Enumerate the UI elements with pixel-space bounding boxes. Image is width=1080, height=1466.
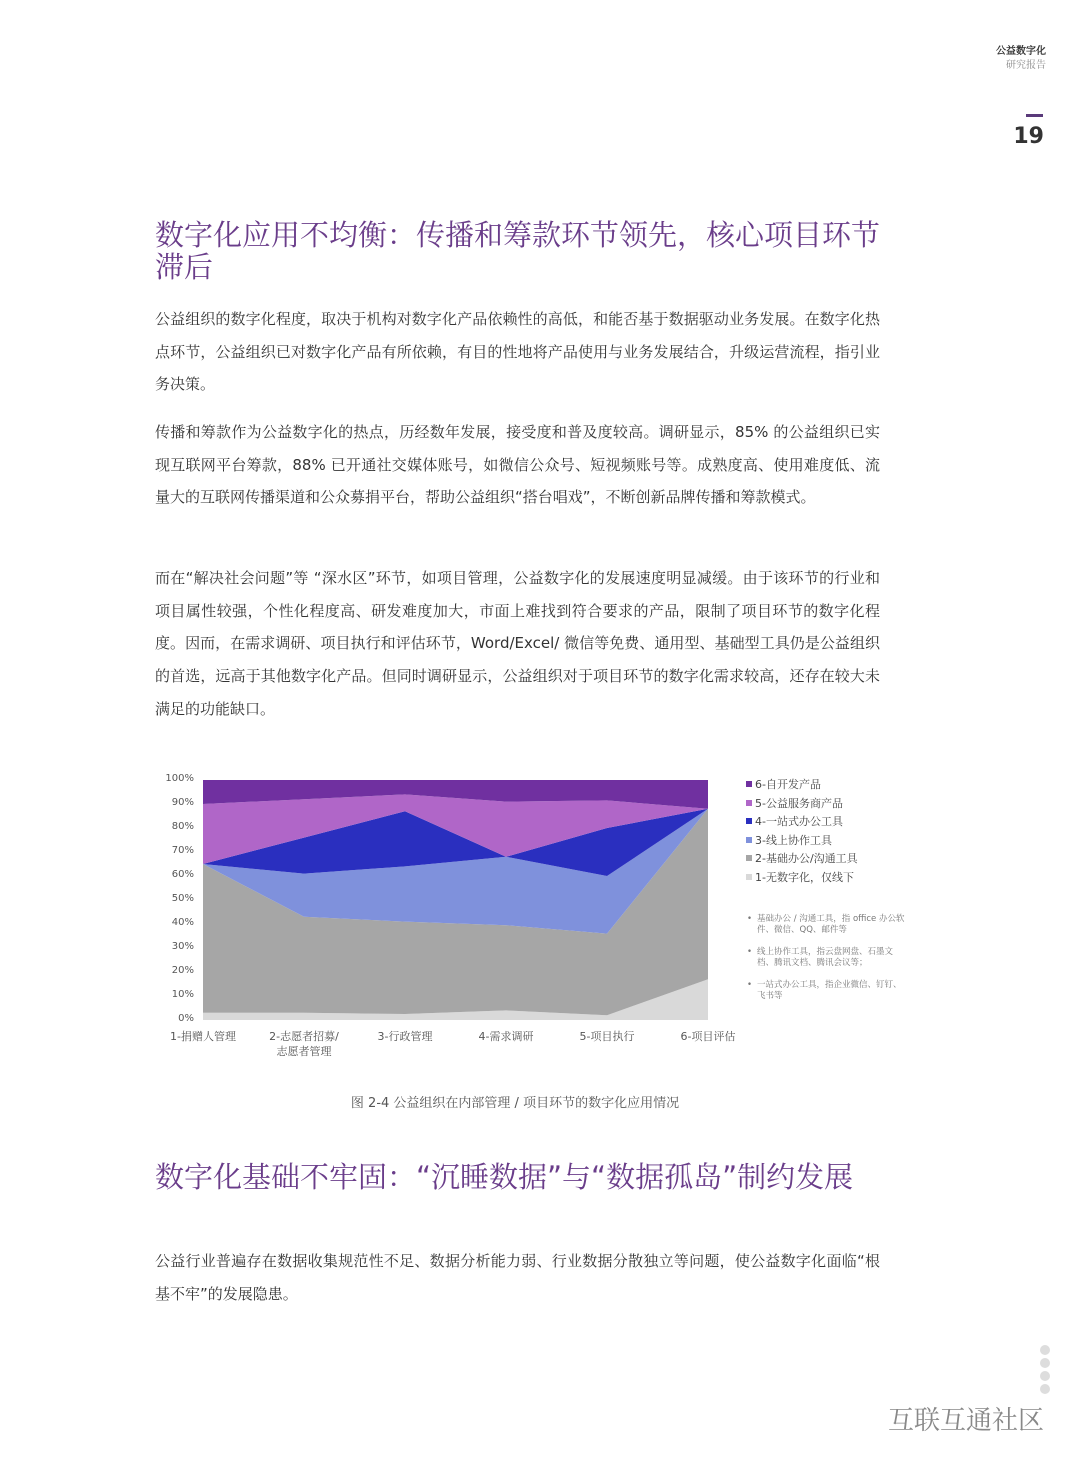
legend-label: 6-自开发产品 <box>755 778 821 791</box>
section-title: 数字化基础不牢固：“沉睡数据”与“数据孤岛”制约发展 <box>155 1160 854 1194</box>
legend-item <box>746 832 832 848</box>
paragraph: 公益组织的数字化程度，取决于机构对数字化产品依赖性的高低，和能否基于数据驱动业务发展。在数字化热点环节，公益组织已对数字化产品有所依赖，有目的性地将产品使用与业务发展结合，升级运营流程，指引业务决策。 <box>155 310 880 394</box>
header-title: 公益数字化 <box>996 46 1046 57</box>
legend-swatch <box>746 818 752 824</box>
x-tick-label <box>456 1029 556 1044</box>
y-tick-label: 60% <box>171 869 194 880</box>
x-tick-label <box>254 1029 354 1059</box>
y-tick-label: 100% <box>165 773 194 784</box>
paragraph: 传播和筹款作为公益数字化的热点，历经数年发展，接受度和普及度较高。调研显示，85% 的公益组织已实现互联网平台筹款，88% 已开通社交媒体账号，如微信公众号、短视频账号等。成熟度高、使用难度低、流量大的互联网传播渠道和公众募捐平台，帮助公益组织“搭台唱戏”，不断创新品牌传播和筹款模式。 <box>155 423 880 507</box>
legend-swatch <box>746 781 752 787</box>
x-tick-label-line: 3-行政管理 <box>377 1030 433 1043</box>
legend-swatch <box>746 800 752 806</box>
legend-item <box>746 795 843 811</box>
x-tick-label <box>557 1029 657 1044</box>
y-tick-label: 90% <box>171 797 194 808</box>
legend-label: 4-一站式办公工具 <box>755 815 843 829</box>
chart-note: • 基础办公 / 沟通工具，指 office 办公软件、微信、QQ、邮件等 <box>747 914 907 936</box>
y-tick-label: 50% <box>171 893 194 904</box>
legend-item <box>746 813 843 829</box>
x-tick-label-line: 6-项目评估 <box>680 1030 736 1043</box>
legend-label: 1-无数字化，仅线下 <box>755 871 854 884</box>
chart-note: • 一站式办公工具，指企业微信、钉钉、飞书等 <box>747 980 907 1002</box>
y-tick-label: 40% <box>171 917 194 928</box>
x-tick-label-line: 志愿者管理 <box>276 1045 332 1058</box>
legend-item <box>746 869 854 885</box>
x-tick-label <box>153 1029 253 1044</box>
y-tick-label: 10% <box>171 989 194 1000</box>
legend-label: 2-基础办公/沟通工具 <box>755 852 858 866</box>
legend-swatch <box>746 855 752 861</box>
section-title: 数字化应用不均衡：传播和筹款环节领先，核心项目环节滞后 <box>155 218 881 284</box>
watermark: 互联互通社区 <box>887 1406 1044 1436</box>
paragraph: 公益行业普遍存在数据收集规范性不足、数据分析能力弱、行业数据分散独立等问题，使公益数字化面临“根基不牢”的发展隐患。 <box>155 1252 880 1303</box>
legend-swatch <box>746 837 752 843</box>
legend-item <box>746 850 858 866</box>
x-tick-label <box>355 1029 455 1044</box>
y-tick-label: 80% <box>171 821 194 832</box>
y-tick-label: 0% <box>178 1013 194 1024</box>
header-subtitle: 研究报告 <box>1006 60 1046 71</box>
x-tick-label-line: 2-志愿者招募/ <box>269 1030 339 1043</box>
page-dots <box>1040 1345 1050 1397</box>
y-tick-label: 70% <box>171 845 194 856</box>
paragraph: 而在“解决社会问题”等 “深水区”环节，如项目管理，公益数字化的发展速度明显减缓。由于该环节的行业和项目属性较强，个性化程度高、研发难度加大，市面上难找到符合要求的产品，限制了项目环节的数字化程度。因而，在需求调研、项目执行和评估环节，Word/Excel/ 微信等免费、通用型、基础型工具仍是公益组织的首选，远高于其他数字化产品。但同时调研显示，公益组织对于项目环节的数字化需求较高，还存在较大未满足的功能缺口。 <box>155 569 880 718</box>
y-tick-label: 20% <box>171 965 194 976</box>
legend-item <box>746 776 821 792</box>
x-tick-label-line: 1-捐赠人管理 <box>170 1030 236 1043</box>
chart-note: • 线上协作工具，指云盘网盘、石墨文档、腾讯文档、腾讯会议等； <box>747 947 907 969</box>
x-tick-label-line: 5-项目执行 <box>579 1030 635 1043</box>
legend-swatch <box>746 874 752 880</box>
page-number: 19 <box>1013 124 1044 149</box>
x-tick-label <box>658 1029 758 1044</box>
y-tick-label: 30% <box>171 941 194 952</box>
legend-label: 3-线上协作工具 <box>755 833 832 847</box>
x-tick-label-line: 4-需求调研 <box>478 1030 534 1043</box>
legend-label: 5-公益服务商产品 <box>755 796 843 810</box>
chart-caption: 图 2-4 公益组织在内部管理 / 项目环节的数字化应用情况 <box>350 1096 680 1111</box>
